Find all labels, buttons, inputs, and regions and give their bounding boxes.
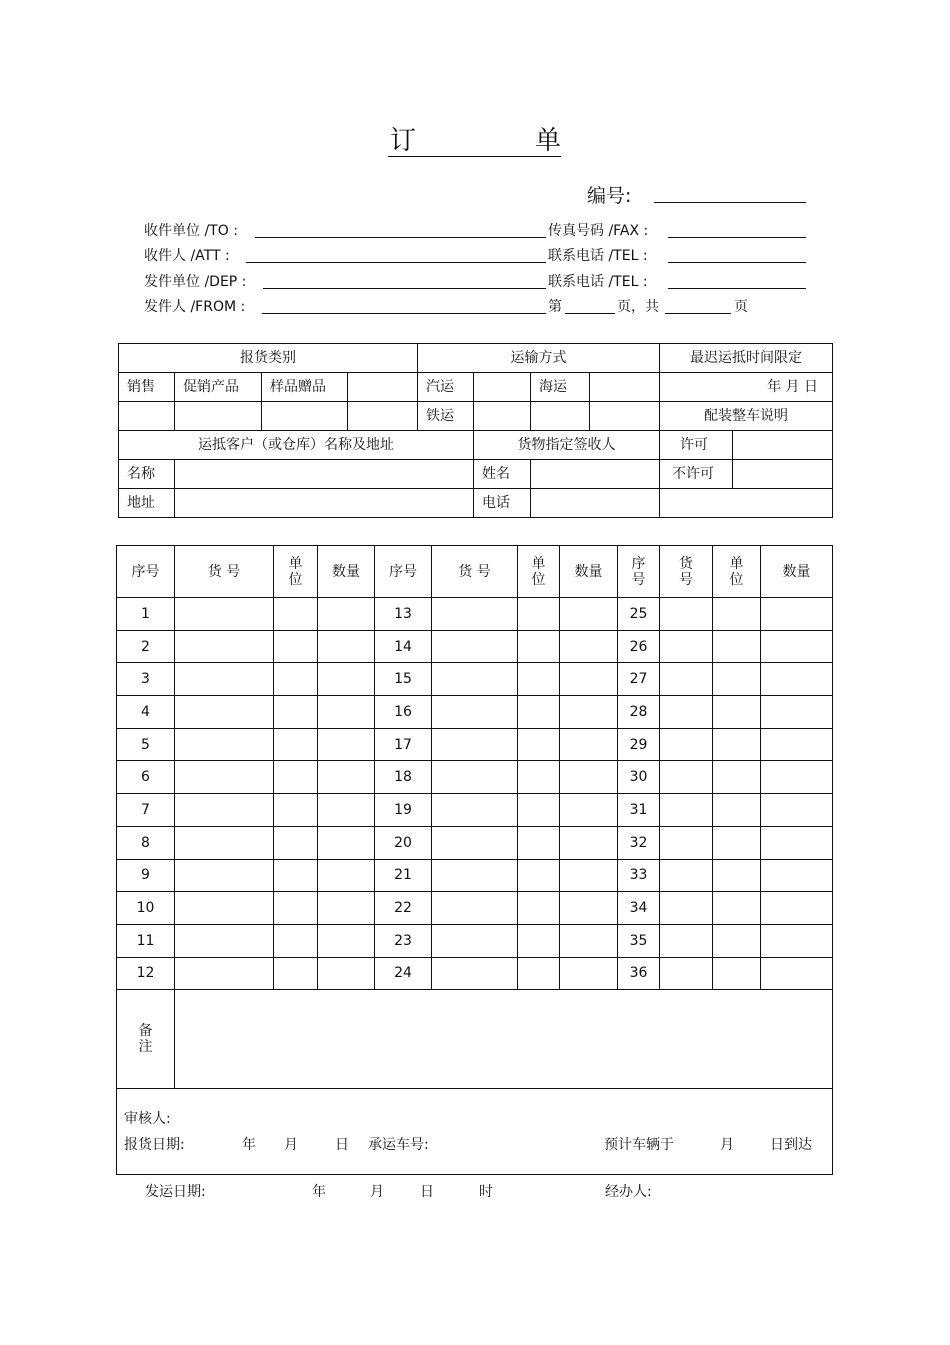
page-mid: 页，共	[617, 299, 659, 315]
goods-cell[interactable]	[175, 728, 274, 761]
dep-field[interactable]	[263, 288, 546, 289]
goods-header-1: 货 号	[175, 546, 274, 598]
disallow-label: 不许可	[660, 460, 733, 489]
unit-cell[interactable]	[518, 598, 560, 631]
unit-cell[interactable]	[518, 696, 560, 729]
qty-cell[interactable]	[318, 663, 375, 696]
unit-cell[interactable]	[274, 663, 318, 696]
allow-cell[interactable]	[733, 431, 833, 460]
qty-cell[interactable]	[560, 794, 618, 827]
address-label: 地址	[119, 489, 175, 518]
att-field[interactable]	[246, 262, 546, 263]
table-row	[117, 630, 833, 663]
deadline-header: 最迟运抵时间限定	[660, 344, 833, 373]
sea-cell[interactable]	[590, 373, 660, 402]
from-label: 发件人 /FROM :	[144, 299, 246, 315]
qty-cell[interactable]	[318, 761, 375, 794]
unit-cell[interactable]	[713, 794, 761, 827]
goods-cell[interactable]	[660, 924, 713, 957]
row-number: 1	[117, 598, 175, 631]
row-number: 22	[375, 892, 432, 925]
page-title	[388, 124, 561, 157]
qty-cell[interactable]	[560, 663, 618, 696]
to-field[interactable]	[255, 237, 546, 238]
sales-cell[interactable]	[119, 402, 175, 431]
category-extra-cell-2[interactable]	[348, 402, 418, 431]
tel1-label: 联系电话 /TEL :	[548, 248, 648, 264]
promo-cell[interactable]	[175, 402, 262, 431]
seq-header-3: 序 号	[618, 546, 660, 598]
unit-cell[interactable]	[274, 728, 318, 761]
seq-header-2: 序号	[375, 546, 432, 598]
table-row	[117, 957, 833, 990]
eta-label: 预计车辆于	[604, 1137, 674, 1154]
page-number-field[interactable]	[565, 313, 615, 314]
unit-cell[interactable]	[274, 794, 318, 827]
row-number: 29	[618, 728, 660, 761]
ship-day: 日	[420, 1184, 434, 1200]
unit-cell[interactable]	[518, 630, 560, 663]
unit-cell[interactable]	[713, 826, 761, 859]
att-label: 收件人 /ATT :	[144, 248, 230, 264]
qty-cell[interactable]	[560, 924, 618, 957]
page-prefix: 第	[548, 299, 562, 315]
unit-cell[interactable]	[713, 630, 761, 663]
goods-cell[interactable]	[660, 794, 713, 827]
ship-month: 月	[370, 1184, 384, 1200]
row-number: 15	[375, 663, 432, 696]
qty-cell[interactable]	[761, 696, 833, 729]
unit-cell[interactable]	[713, 728, 761, 761]
person-name-field[interactable]	[531, 460, 660, 489]
goods-cell[interactable]	[432, 630, 518, 663]
unit-cell[interactable]	[713, 663, 761, 696]
truck-label: 汽运	[418, 373, 474, 402]
goods-cell[interactable]	[175, 924, 274, 957]
unit-cell[interactable]	[518, 794, 560, 827]
unit-cell[interactable]	[518, 761, 560, 794]
qty-cell[interactable]	[560, 892, 618, 925]
category-header: 报货类别	[119, 344, 418, 373]
qty-cell[interactable]	[318, 892, 375, 925]
unit-cell[interactable]	[274, 696, 318, 729]
row-number: 24	[375, 957, 432, 990]
goods-header-3: 货 号	[660, 546, 713, 598]
row-number: 34	[618, 892, 660, 925]
rail-cell-3[interactable]	[590, 402, 660, 431]
goods-cell[interactable]	[432, 598, 518, 631]
qty-cell[interactable]	[318, 598, 375, 631]
goods-cell[interactable]	[432, 826, 518, 859]
goods-cell[interactable]	[175, 598, 274, 631]
unit-cell[interactable]	[518, 826, 560, 859]
carrier-no-label: 承运车号:	[368, 1137, 429, 1154]
goods-cell[interactable]	[660, 892, 713, 925]
unit-cell[interactable]	[274, 630, 318, 663]
qty-cell[interactable]	[318, 859, 375, 892]
row-number: 10	[117, 892, 175, 925]
unit-header-3: 单 位	[713, 546, 761, 598]
row-number: 36	[618, 957, 660, 990]
row-number: 9	[117, 859, 175, 892]
allow-label: 许可	[660, 431, 733, 460]
row-number: 8	[117, 826, 175, 859]
shipping-info-table	[118, 343, 833, 518]
unit-cell[interactable]	[713, 957, 761, 990]
goods-cell[interactable]	[175, 696, 274, 729]
unit-cell[interactable]	[713, 598, 761, 631]
reviewer-label: 审核人:	[124, 1111, 171, 1128]
qty-cell[interactable]	[318, 696, 375, 729]
qty-cell[interactable]	[318, 728, 375, 761]
client-address-header: 运抵客户（或仓库）名称及地址	[119, 431, 474, 460]
name-field[interactable]	[175, 460, 474, 489]
row-number: 19	[375, 794, 432, 827]
row-number: 28	[618, 696, 660, 729]
goods-cell[interactable]	[660, 663, 713, 696]
goods-cell[interactable]	[660, 859, 713, 892]
goods-cell[interactable]	[432, 794, 518, 827]
unit-cell[interactable]	[713, 892, 761, 925]
row-number: 13	[375, 598, 432, 631]
remark-label: 备 注	[117, 990, 175, 1089]
number-field[interactable]	[654, 202, 806, 203]
unit-cell[interactable]	[274, 761, 318, 794]
goods-cell[interactable]	[432, 663, 518, 696]
truck-cell[interactable]	[474, 373, 531, 402]
eta-month: 月	[720, 1137, 734, 1154]
goods-cell[interactable]	[660, 761, 713, 794]
row-number: 31	[618, 794, 660, 827]
row-number: 23	[375, 924, 432, 957]
tel2-field[interactable]	[668, 288, 806, 289]
qty-cell[interactable]	[560, 696, 618, 729]
qty-cell[interactable]	[761, 630, 833, 663]
goods-cell[interactable]	[660, 957, 713, 990]
receiver-header: 货物指定签收人	[474, 431, 660, 460]
unit-cell[interactable]	[274, 892, 318, 925]
row-number: 30	[618, 761, 660, 794]
goods-cell[interactable]	[660, 630, 713, 663]
row-number: 25	[618, 598, 660, 631]
goods-cell[interactable]	[660, 598, 713, 631]
goods-cell[interactable]	[175, 663, 274, 696]
sample-label: 样品赠品	[262, 373, 348, 402]
tel2-label: 联系电话 /TEL :	[548, 274, 648, 290]
goods-cell[interactable]	[432, 696, 518, 729]
row-number: 32	[618, 826, 660, 859]
promo-label: 促销产品	[175, 373, 262, 402]
qty-header-2: 数量	[560, 546, 618, 598]
signoff-section	[117, 1089, 833, 1175]
qty-cell[interactable]	[761, 957, 833, 990]
qty-cell[interactable]	[560, 630, 618, 663]
table-row	[117, 696, 833, 729]
unit-cell[interactable]	[274, 957, 318, 990]
qty-cell[interactable]	[560, 957, 618, 990]
unit-cell[interactable]	[518, 957, 560, 990]
qty-cell[interactable]	[761, 794, 833, 827]
report-day: 日	[335, 1137, 349, 1154]
name-label: 名称	[119, 460, 175, 489]
qty-cell[interactable]	[318, 630, 375, 663]
table-row	[117, 598, 833, 631]
tel1-field[interactable]	[668, 262, 806, 263]
row-number: 33	[618, 859, 660, 892]
row-number: 11	[117, 924, 175, 957]
row-number: 4	[117, 696, 175, 729]
goods-cell[interactable]	[660, 696, 713, 729]
table-row	[117, 924, 833, 957]
remark-field[interactable]	[175, 990, 833, 1089]
qty-header-3: 数量	[761, 546, 833, 598]
handler-label: 经办人:	[605, 1184, 652, 1200]
table-row	[117, 728, 833, 761]
row-number: 27	[618, 663, 660, 696]
goods-cell[interactable]	[660, 826, 713, 859]
title-char-2: 单	[534, 126, 561, 156]
unit-cell[interactable]	[518, 663, 560, 696]
qty-cell[interactable]	[761, 761, 833, 794]
goods-cell[interactable]	[432, 859, 518, 892]
page-suffix: 页	[734, 299, 748, 315]
fax-field[interactable]	[668, 237, 806, 238]
row-number: 14	[375, 630, 432, 663]
row-number: 5	[117, 728, 175, 761]
qty-cell[interactable]	[560, 826, 618, 859]
goods-cell[interactable]	[175, 761, 274, 794]
goods-cell[interactable]	[175, 794, 274, 827]
unit-cell[interactable]	[518, 859, 560, 892]
qty-cell[interactable]	[560, 598, 618, 631]
unit-cell[interactable]	[518, 728, 560, 761]
goods-cell[interactable]	[175, 892, 274, 925]
qty-cell[interactable]	[761, 892, 833, 925]
qty-cell[interactable]	[318, 826, 375, 859]
row-number: 7	[117, 794, 175, 827]
dep-label: 发件单位 /DEP :	[144, 274, 247, 290]
qty-cell[interactable]	[761, 598, 833, 631]
loading-note-label: 配装整车说明	[660, 402, 833, 431]
qty-cell[interactable]	[318, 924, 375, 957]
row-number: 16	[375, 696, 432, 729]
row-number: 3	[117, 663, 175, 696]
row-number: 20	[375, 826, 432, 859]
table-row	[117, 761, 833, 794]
qty-cell[interactable]	[761, 728, 833, 761]
rail-label: 铁运	[418, 402, 474, 431]
goods-cell[interactable]	[175, 630, 274, 663]
row-number: 18	[375, 761, 432, 794]
disallow-cell[interactable]	[733, 460, 833, 489]
unit-cell[interactable]	[274, 598, 318, 631]
row-number: 26	[618, 630, 660, 663]
goods-cell[interactable]	[432, 892, 518, 925]
report-year: 年	[242, 1137, 256, 1154]
table-row	[117, 663, 833, 696]
unit-cell[interactable]	[713, 859, 761, 892]
from-field[interactable]	[262, 313, 546, 314]
goods-cell[interactable]	[432, 957, 518, 990]
unit-header-1: 单 位	[274, 546, 318, 598]
goods-cell[interactable]	[432, 728, 518, 761]
unit-cell[interactable]	[274, 826, 318, 859]
person-name-label: 姓名	[474, 460, 531, 489]
unit-cell[interactable]	[713, 761, 761, 794]
to-label: 收件单位 /TO :	[144, 223, 238, 239]
goods-cell[interactable]	[175, 826, 274, 859]
ship-date-label: 发运日期:	[145, 1184, 206, 1200]
items-table	[116, 545, 833, 1175]
rail-cell-2[interactable]	[531, 402, 590, 431]
row-number: 35	[618, 924, 660, 957]
ship-year: 年	[312, 1184, 326, 1200]
table-row	[117, 892, 833, 925]
qty-cell[interactable]	[318, 957, 375, 990]
sample-cell[interactable]	[262, 402, 348, 431]
unit-cell[interactable]	[274, 924, 318, 957]
unit-cell[interactable]	[274, 859, 318, 892]
qty-cell[interactable]	[318, 794, 375, 827]
phone-label: 电话	[474, 489, 531, 518]
number-label: 编号:	[587, 185, 632, 207]
qty-cell[interactable]	[761, 859, 833, 892]
unit-header-2: 单 位	[518, 546, 560, 598]
qty-cell[interactable]	[761, 924, 833, 957]
loading-note-field[interactable]	[660, 489, 833, 518]
title-char-1: 订	[390, 126, 417, 156]
qty-cell[interactable]	[560, 728, 618, 761]
goods-header-2: 货 号	[432, 546, 518, 598]
qty-cell[interactable]	[761, 663, 833, 696]
unit-cell[interactable]	[713, 924, 761, 957]
phone-field[interactable]	[531, 489, 660, 518]
fax-label: 传真号码 /FAX :	[548, 223, 649, 239]
qty-cell[interactable]	[560, 761, 618, 794]
row-number: 2	[117, 630, 175, 663]
sea-label: 海运	[531, 373, 590, 402]
qty-cell[interactable]	[761, 826, 833, 859]
table-row	[117, 859, 833, 892]
qty-cell[interactable]	[560, 859, 618, 892]
goods-cell[interactable]	[432, 761, 518, 794]
unit-cell[interactable]	[713, 696, 761, 729]
goods-cell[interactable]	[432, 924, 518, 957]
category-extra-cell[interactable]	[348, 373, 418, 402]
sales-label: 销售	[119, 373, 175, 402]
row-number: 6	[117, 761, 175, 794]
unit-cell[interactable]	[518, 924, 560, 957]
table-row	[117, 826, 833, 859]
unit-cell[interactable]	[518, 892, 560, 925]
deadline-date[interactable]: 年 月 日	[660, 373, 833, 402]
ship-hour: 时	[479, 1184, 493, 1200]
goods-cell[interactable]	[175, 957, 274, 990]
page-total-field[interactable]	[665, 313, 731, 314]
qty-header-1: 数量	[318, 546, 375, 598]
table-row	[117, 794, 833, 827]
eta-day: 日到达	[770, 1137, 812, 1154]
row-number: 21	[375, 859, 432, 892]
rail-cell[interactable]	[474, 402, 531, 431]
seq-header-1: 序号	[117, 546, 175, 598]
report-month: 月	[284, 1137, 298, 1154]
goods-cell[interactable]	[175, 859, 274, 892]
goods-cell[interactable]	[660, 728, 713, 761]
row-number: 17	[375, 728, 432, 761]
report-date-label: 报货日期:	[124, 1137, 185, 1154]
address-field[interactable]	[175, 489, 474, 518]
transport-header: 运输方式	[418, 344, 660, 373]
row-number: 12	[117, 957, 175, 990]
